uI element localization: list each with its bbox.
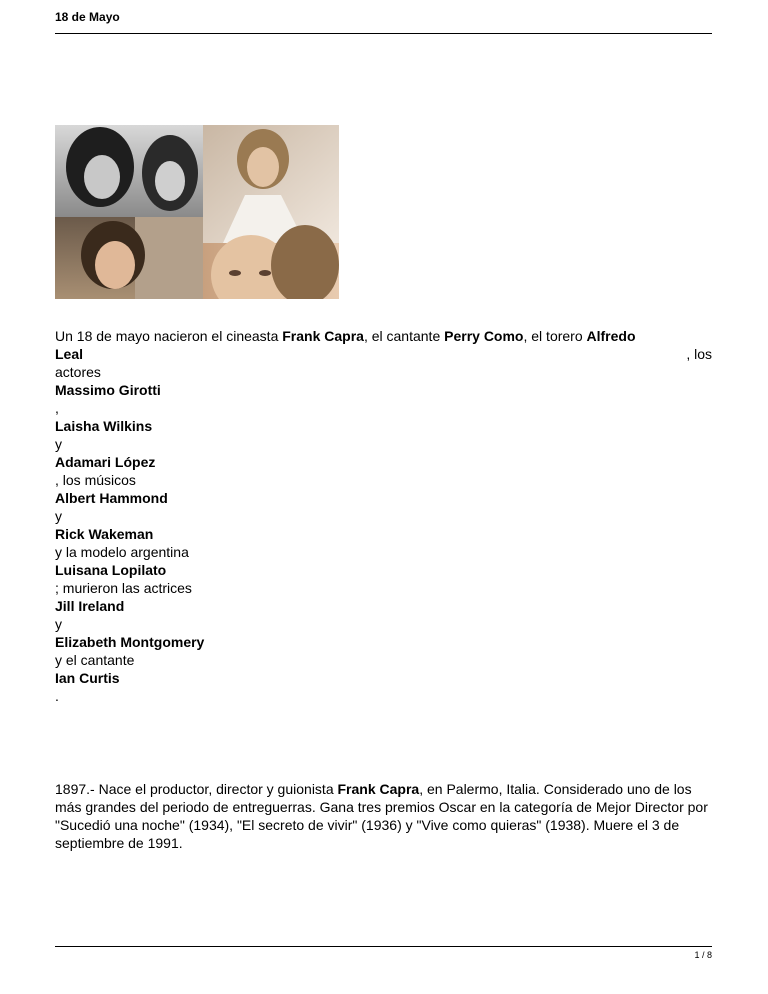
person-name: Laisha Wilkins	[55, 418, 153, 434]
person-name: Jill Ireland	[55, 598, 125, 614]
intro-text: y	[55, 436, 62, 452]
intro-text: , los músicos	[55, 472, 136, 488]
person-name: Alfredo	[586, 328, 636, 344]
person-name: Rick Wakeman	[55, 526, 154, 542]
intro-text: y el cantante	[55, 652, 135, 668]
collage-image	[55, 125, 339, 299]
intro-text: , los	[686, 346, 712, 362]
entry-1897	[55, 780, 712, 852]
person-name: Albert Hammond	[55, 490, 168, 506]
intro-text: y	[55, 508, 62, 524]
person-name: Massimo Girotti	[55, 382, 161, 398]
entry-text: 1897.- Nace el productor, director y guionista	[55, 781, 338, 797]
person-name: Perry Como	[444, 328, 524, 344]
person-name: Ian Curtis	[55, 670, 120, 686]
intro-text: actores	[55, 364, 101, 380]
photo-collage	[55, 125, 339, 299]
person-name: Elizabeth Montgomery	[55, 634, 205, 650]
person-name: Leal	[55, 346, 84, 362]
header-rule	[55, 33, 712, 34]
footer-rule	[55, 946, 712, 947]
page-number: 1 / 8	[694, 950, 712, 960]
intro-text: ; murieron las actrices	[55, 580, 192, 596]
intro-text: y la modelo argentina	[55, 544, 189, 560]
intro-paragraph	[55, 327, 712, 705]
person-name: Frank Capra	[282, 328, 364, 344]
person-name: Adamari López	[55, 454, 156, 470]
intro-text: , el cantante	[363, 328, 445, 344]
intro-text: , el torero	[523, 328, 587, 344]
intro-text: Un 18 de mayo nacieron el cineasta	[55, 328, 283, 344]
intro-text: ,	[55, 400, 59, 416]
person-name: Frank Capra	[337, 781, 420, 797]
page-header-title: 18 de Mayo	[55, 10, 120, 24]
entry-text: , en Palermo, Italia. Considerado uno de los más grandes del periodo de entreguerras. Gana tres premios Oscar en la categoría de Mejor Director por "Sucedió una noche" (1934), "El secreto de vivir" (1936) y "Vive como quieras" (1938). Muere el 3 de septiembre de 1991.	[55, 781, 708, 851]
intro-text: y	[55, 616, 62, 632]
intro-text: .	[55, 688, 59, 704]
person-name: Luisana Lopilato	[55, 562, 167, 578]
